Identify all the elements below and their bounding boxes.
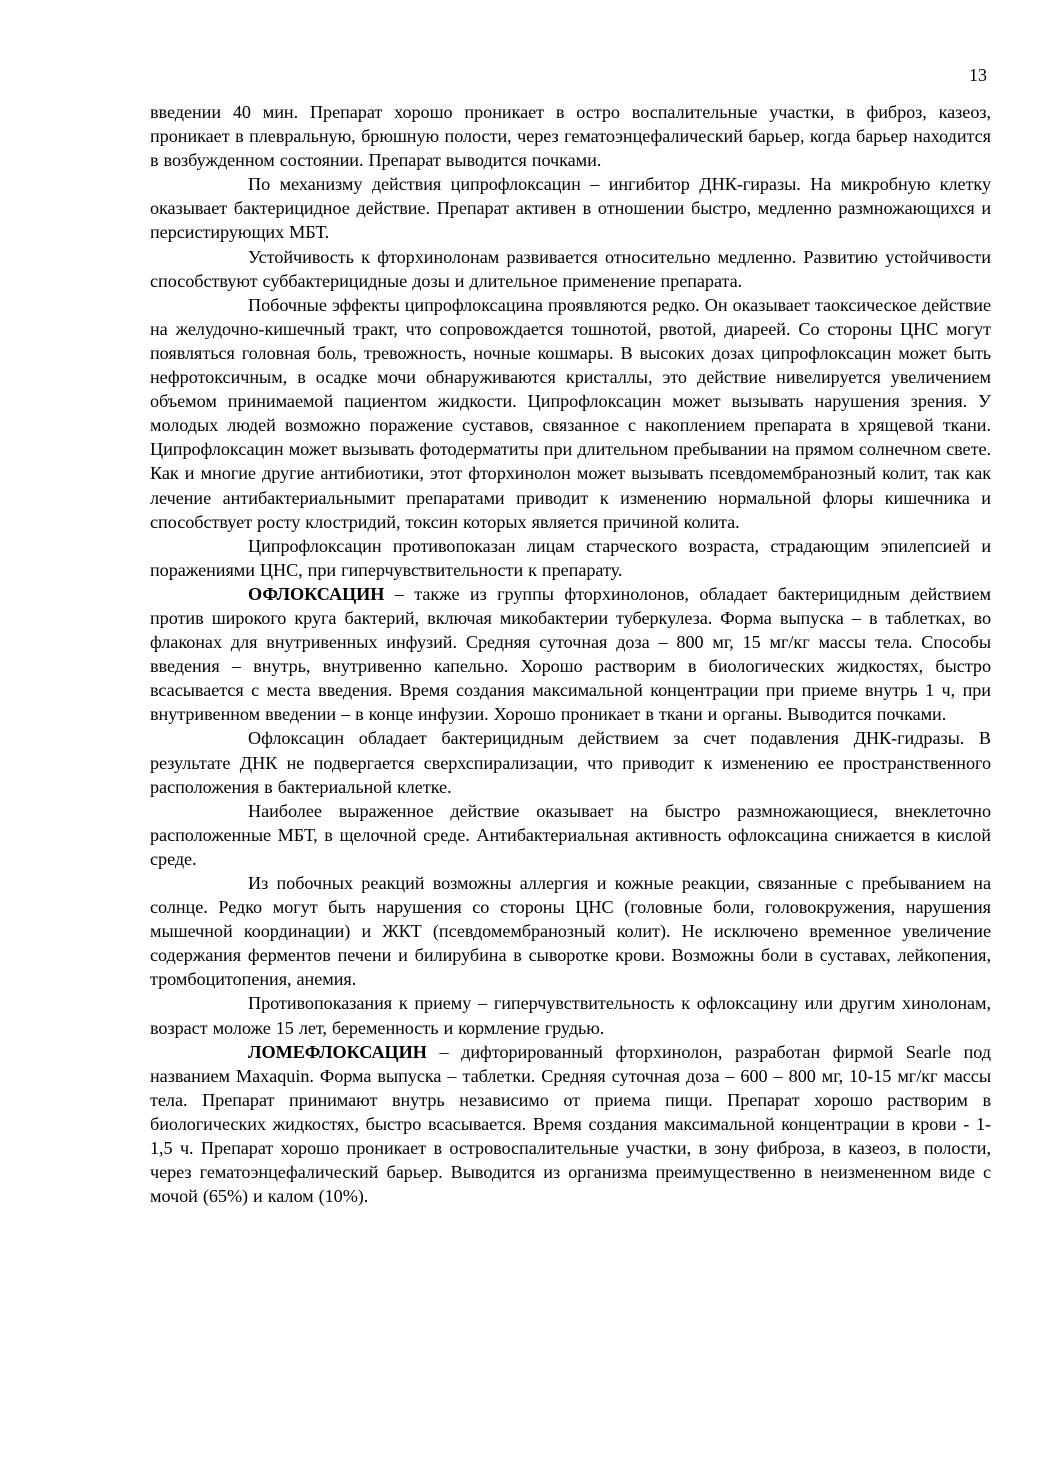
paragraph-7 <box>150 726 991 798</box>
paragraph-text: Офлоксацин обладает бактерицидным действием за счет подавления ДНК-гидразы. В результате ДНК не подвергается сверхспирализации, что приводит к изменению ее пространственного расположения в бактериальной клетке. <box>150 728 991 797</box>
paragraph-9 <box>150 871 991 991</box>
paragraph-ofloxacin <box>150 582 991 727</box>
paragraph-text: Противопоказания к приему – гиперчувствительность к офлоксацину или другим хинолонам, возраст моложе 15 лет, беременность и кормление грудью. <box>150 993 991 1038</box>
paragraph-2 <box>150 172 991 244</box>
paragraph-3 <box>150 245 991 293</box>
paragraph-5 <box>150 534 991 582</box>
paragraph-10 <box>150 991 991 1039</box>
paragraph-text: Побочные эффекты ципрофлоксацина проявляются редко. Он оказывает таоксическое действие на желудочно-кишечный тракт, что сопровождается тошнотой, рвотой, диареей. Со стороны ЦНС могут появляться головная боль, тревожность, ночные кошмары. В высоких дозах ципрофлоксацин может быть нефротоксичным, в осадке мочи обнаруживаются кристаллы, это действие нивелируется увеличением объемом принимаемой пациентом жидкости. Ципрофлоксацин может вызывать нарушения зрения. У молодых людей возможно поражение суставов, связанное с накоплением препарата в хрящевой ткани. Ципрофлоксацин может вызывать фотодерматиты при длительном пребывании на прямом солнечном свете. Как и многие другие антибиотики, этот фторхинолон может вызывать псевдомембранозный колит, так как лечение антибактериальнымит препаратами приводит к изменению нормальной флоры кишечника и способствует росту клостридий, токсин которых является причиной колита. <box>150 294 991 532</box>
paragraph-text: введении 40 мин. Препарат хорошо проникает в остро воспалительные участки, в фиброз, казеоз, проникает в плевральную, брюшную полости, через гематоэнцефалический барьер, когда барьер находится в возбужденном состоянии. Препарат выводится почками. <box>150 102 991 171</box>
paragraph-text: Наиболее выраженное действие оказывает на быстро размножающиеся, внеклеточно расположенные МБТ, в щелочной среде. Антибактериальная активность офлоксацина снижается в кислой среде. <box>150 800 991 869</box>
page-number: 13 <box>969 65 987 85</box>
paragraph-lomefloxacin <box>150 1040 991 1209</box>
paragraph-text: Ципрофлоксацин противопоказан лицам старческого возраста, страдающим эпилепсией и поражениями ЦНС, при гиперчувствительности к препарату. <box>150 535 991 580</box>
paragraph-4 <box>150 293 991 534</box>
drug-term-ofloxacin: ОФЛОКСАЦИН <box>248 583 385 604</box>
paragraph-1 <box>150 100 991 172</box>
paragraph-text: Из побочных реакций возможны аллергия и кожные реакции, связанные с пребыванием на солнце. Редко могут быть нарушения со стороны ЦНС (головные боли, головокружения, нарушения мышечной координации) и ЖКТ (псевдомембранозный колит). Не исключено временное увеличение содержания ферментов печени и билирубина в сыворотке крови. Возможны боли в суставах, лейкопения, тромбоцитопения, анемия. <box>150 873 991 990</box>
paragraph-text: По механизму действия ципрофлоксацин – ингибитор ДНК-гиразы. На микробную клетку оказывает бактерицидное действие. Препарат активен в отношении быстро, медленно размножающихся и персистирующих МБТ. <box>150 174 991 243</box>
drug-term-lomefloxacin: ЛОМЕФЛОКСАЦИН <box>248 1041 427 1062</box>
paragraph-text: – также из группы фторхинолонов, обладает бактерицидным действием против широкого круга бактерий, включая микобактерии туберкулеза. Форма выпуска – в таблетках, во флаконах для внутривенных инфузий. Средняя суточная доза – 800 мг, 15 мг/кг массы тела. Способы введения – внутрь, внутривенно капельно. Хорошо растворим в биологических жидкостях, быстро всасывается с места введения. Время создания максимальной концентрации при приеме внутрь 1 ч, при внутривенном введении – в конце инфузии. Хорошо проникает в ткани и органы. Выводится почками. <box>150 583 991 725</box>
paragraph-text: – дифторированный фторхинолон, разработан фирмой Searle под названием Maxaquin. Форма выпуска – таблетки. Средняя суточная доза – 600 – 800 мг, 10-15 мг/кг массы тела. Препарат принимают внутрь независимо от приема пищи. Препарат хорошо растворим в биологических жидкостях, быстро всасывается. Время создания максимальной концентрации в крови - 1-1,5 ч. Препарат хорошо проникает в островоспалительные участки, в зону фиброза, в казеоз, в полости, через гематоэнцефалический барьер. Выводится из организма преимущественно в неизмененном виде с мочой (65%) и калом (10%). <box>150 1041 991 1207</box>
paragraph-text: Устойчивость к фторхинолонам развивается относительно медленно. Развитию устойчивости способствуют суббактерицидные дозы и длительное применение препарата. <box>150 246 991 291</box>
document-body <box>150 100 991 1208</box>
paragraph-8 <box>150 799 991 871</box>
